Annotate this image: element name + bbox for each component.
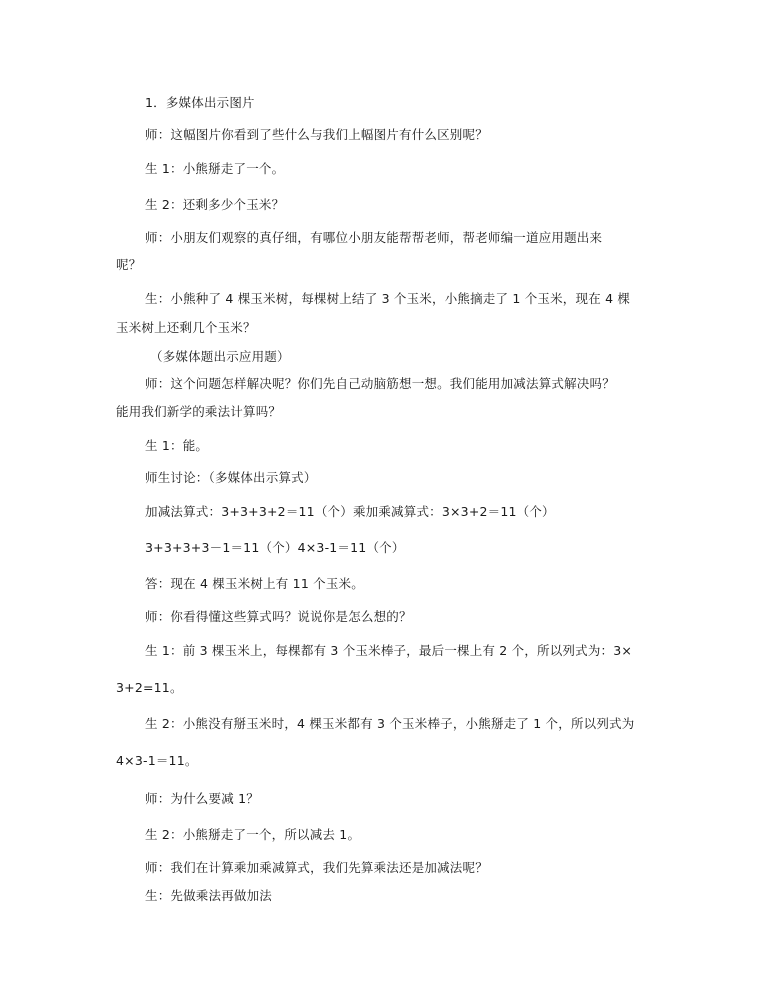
text-line: 师：这幅图片你看到了些什么与我们上幅图片有什么区别呢？	[145, 127, 488, 142]
text-line: 生 1：前 3 棵玉米上，每棵都有 3 个玉米棒子，最后一棵上有 2 个，所以列式为：3×	[145, 643, 633, 658]
text-line: 生：先做乘法再做加法	[145, 888, 273, 903]
text-line: 答：现在 4 棵玉米树上有 11 个玉米。	[145, 576, 364, 591]
text-line: 生 1：能。	[145, 438, 209, 453]
text-line: 生 1：小熊掰走了一个。	[145, 161, 285, 176]
text-line: 生 2：小熊没有掰玉米时，4 棵玉米都有 3 个玉米棒子，小熊掰走了 1 个，所以列式为	[145, 716, 635, 731]
text-line: 师生讨论：（多媒体出示算式）	[145, 470, 317, 485]
text-line: 玉米树上还剩几个玉米？	[116, 320, 256, 335]
formula-line: 加减法算式：3+3+3+2＝11（个）乘加乘减算式：3×3+2＝11（个）	[145, 504, 555, 519]
text-line: 生：小熊种了 4 棵玉米树，每棵树上结了 3 个玉米，小熊摘走了 1 个玉米，现在 4 棵	[145, 291, 631, 306]
text-line: 师：我们在计算乘加乘减算式，我们先算乘法还是加减法呢？	[145, 860, 488, 875]
text-line: （多媒体题出示应用题）	[150, 349, 290, 364]
text-line: 4×3-1＝11。	[116, 753, 198, 768]
text-line: 师：为什么要减 1？	[145, 791, 259, 806]
text-line: 呢？	[116, 257, 142, 272]
text-line: 3+2=11。	[116, 680, 183, 695]
text-line: 生 2：还剩多少个玉米？	[145, 197, 285, 212]
text-line: 师：这个问题怎样解决呢？你们先自己动脑筋想一想。我们能用加减法算式解决吗？	[145, 376, 615, 391]
text-line: 师：你看得懂这些算式吗？说说你是怎么想的？	[145, 609, 412, 624]
text-line: 生 2：小熊掰走了一个，所以减去 1。	[145, 827, 361, 842]
text-line: 能用我们新学的乘法计算吗？	[116, 404, 282, 419]
text-line: 师：小朋友们观察的真仔细，有哪位小朋友能帮帮老师，帮老师编一道应用题出来	[145, 230, 603, 245]
text-line: 1．多媒体出示图片	[145, 95, 255, 110]
formula-line: 3+3+3+3－1＝11（个）4×3-1＝11（个）	[145, 540, 405, 555]
